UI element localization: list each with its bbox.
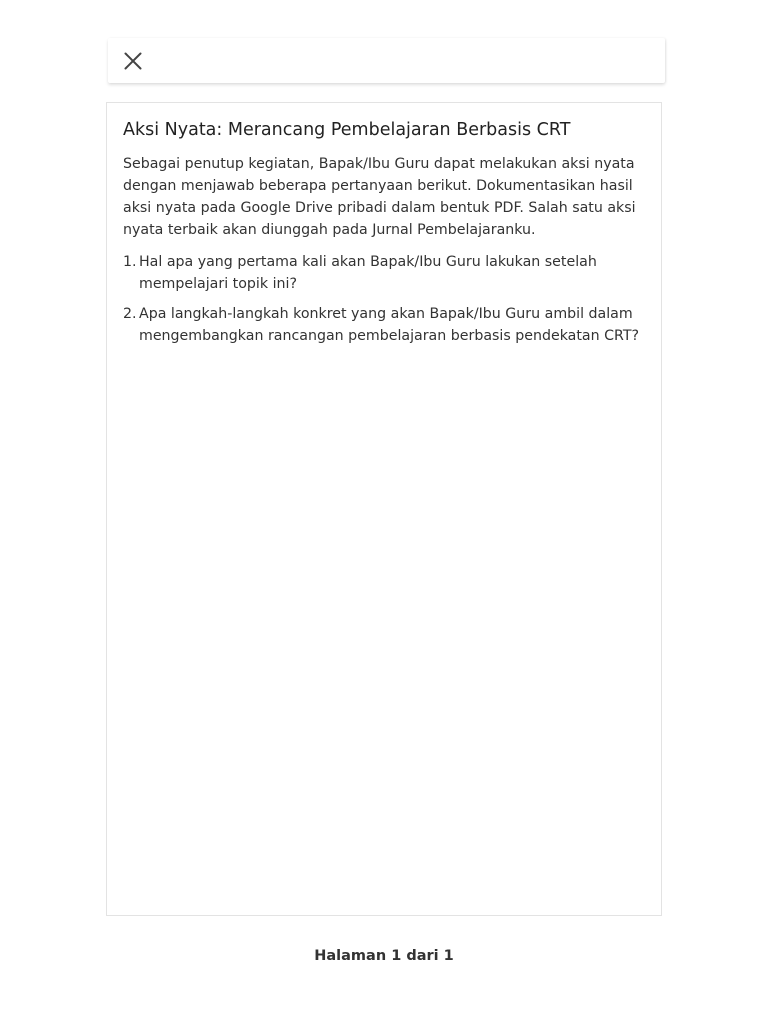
list-item (123, 303, 645, 347)
question-list (123, 251, 645, 347)
page-indicator: Halaman 1 dari 1 (314, 948, 454, 964)
list-item-text: Apa langkah-langkah konkret yang akan Bapak/Ibu Guru ambil dalam mengembangkan rancangan pembelajaran berbasis pendekatan CRT? (139, 306, 640, 344)
viewer-toolbar (108, 38, 665, 83)
list-item-number: 2. (123, 306, 137, 322)
list-item-text: Hal apa yang pertama kali akan Bapak/Ibu Guru lakukan setelah mempelajari topik ini? (139, 254, 597, 292)
close-icon (124, 52, 142, 70)
document-page (106, 102, 662, 916)
close-button[interactable] (120, 48, 146, 74)
intro-paragraph: Sebagai penutup kegiatan, Bapak/Ibu Guru dapat melakukan aksi nyata dengan menjawab beberapa pertanyaan berikut. Dokumentasikan hasil aksi nyata pada Google Drive pribadi dalam bentuk PDF. Salah satu aksi nyata terbaik akan diunggah pada Jurnal Pembelajaranku. (123, 156, 636, 238)
page-title: Aksi Nyata: Merancang Pembelajaran Berbasis CRT (123, 120, 571, 140)
list-item-number: 1. (123, 254, 137, 270)
list-item (123, 251, 645, 295)
